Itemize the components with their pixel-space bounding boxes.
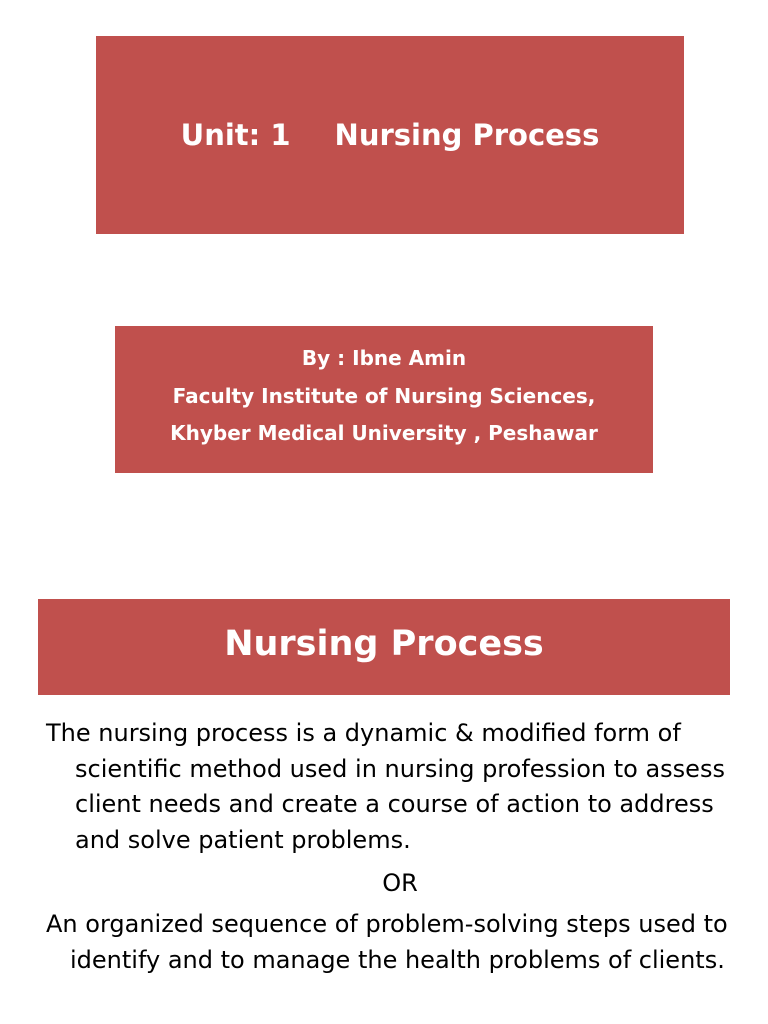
unit-title: Nursing Process <box>334 118 600 152</box>
definition-paragraph-1: The nursing process is a dynamic & modified form of scientific method used in nursing profession to assess client needs and create a course of action to address and solve patient problems. <box>46 719 725 854</box>
section-heading: Nursing Process <box>224 624 544 664</box>
affiliation-line-1: Faculty Institute of Nursing Sciences, <box>172 383 596 408</box>
unit-title-banner <box>96 36 684 234</box>
author-name: By : Ibne Amin <box>301 346 467 371</box>
section-heading-banner <box>38 599 730 695</box>
definition-paragraph-2: An organized sequence of problem-solving steps used to identify and to manage the health problems of clients. <box>46 910 728 974</box>
or-separator: OR <box>382 869 418 897</box>
affiliation-line-2: Khyber Medical University , Peshawar <box>170 421 598 446</box>
author-byline-box <box>115 326 653 473</box>
unit-number: Unit: 1 <box>180 118 291 152</box>
